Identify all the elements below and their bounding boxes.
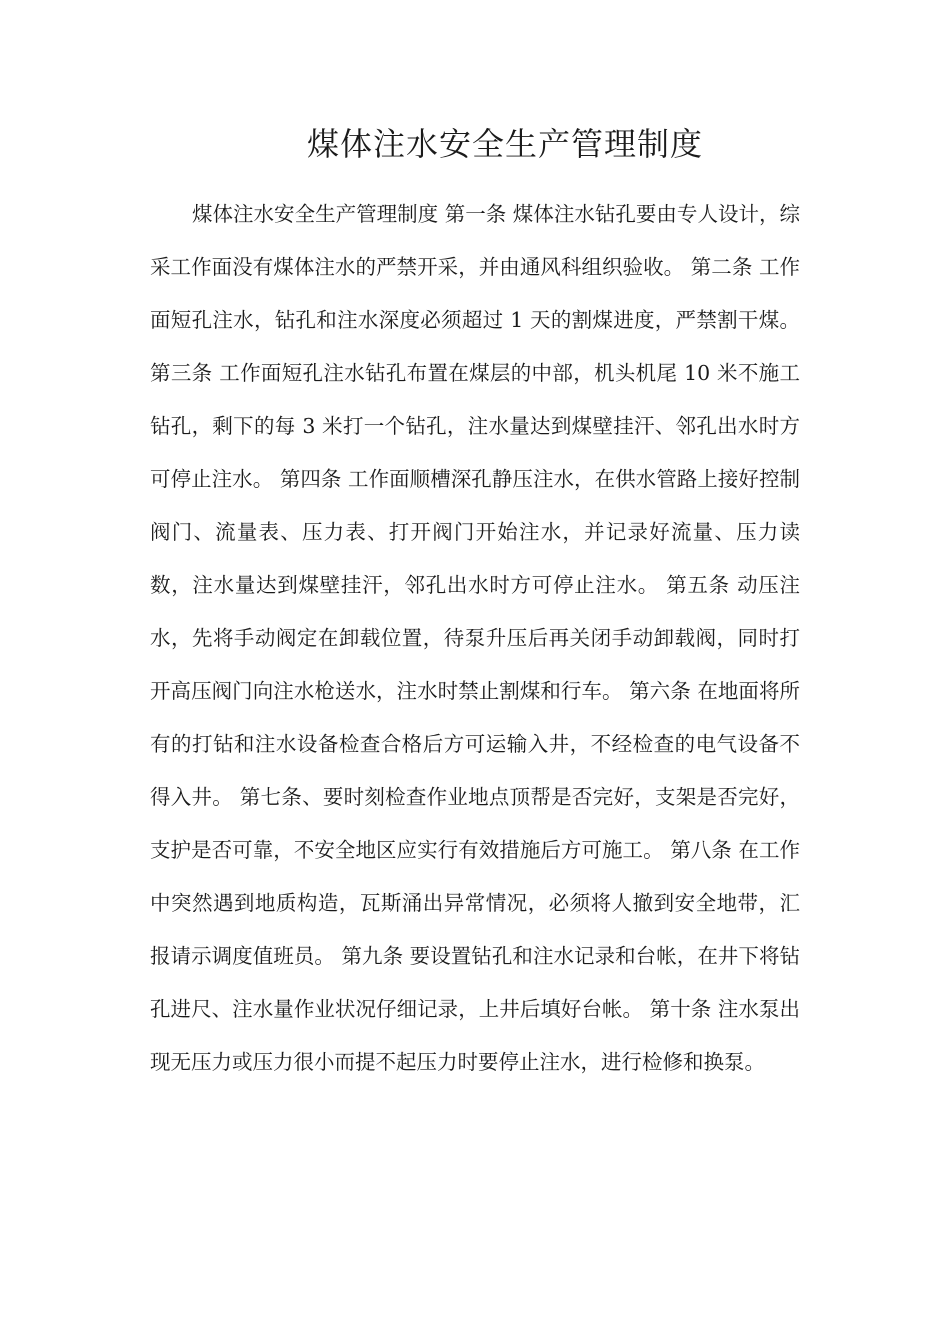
document-title: 煤体注水安全生产管理制度	[306, 125, 703, 163]
document-body-paragraph: 煤体注水安全生产管理制度 第一条 煤体注水钻孔要由专人设计，综采工作面没有煤体注水的严禁开采，并由通风科组织验收。 第二条 工作面短孔注水，钻孔和注水深度必须超过 1 天的割煤进度，严禁割干煤。 第三条 工作面短孔注水钻孔布置在煤层的中部，机头机尾 10 米不施工钻孔，剩下的每 3 米打一个钻孔，注水量达到煤壁挂汗、邻孔出水时方可停止注水。 第四条 工作面顺槽深孔静压注水，在供水管路上接好控制阀门、流量表、压力表、打开阀门开始注水，并记录好流量、压力读数，注水量达到煤壁挂汗，邻孔出水时方可停止注水。 第五条 动压注水，先将手动阀定在卸载位置，待泵升压后再关闭手动卸载阀，同时打开高压阀门向注水枪送水，注水时禁止割煤和行车。 第六条 在地面将所有的打钻和注水设备检查合格后方可运输入井，不经检查的电气设备不得入井。 第七条、要时刻检查作业地点顶帮是否完好，支架是否完好，支护是否可靠，不安全地区应实行有效措施后方可施工。 第八条 在工作中突然遇到地质构造，瓦斯涌出异常情况，必须将人撤到安全地带，汇报请示调度值班员。 第九条 要设置钻孔和注水记录和台帐，在井下将钻孔进尺、注水量作业状况仔细记录，上井后填好台帐。 第十条 注水泵出现无压力或压力很小而提不起压力时要停止注水，进行检修和换泵。	[150, 202, 800, 1074]
